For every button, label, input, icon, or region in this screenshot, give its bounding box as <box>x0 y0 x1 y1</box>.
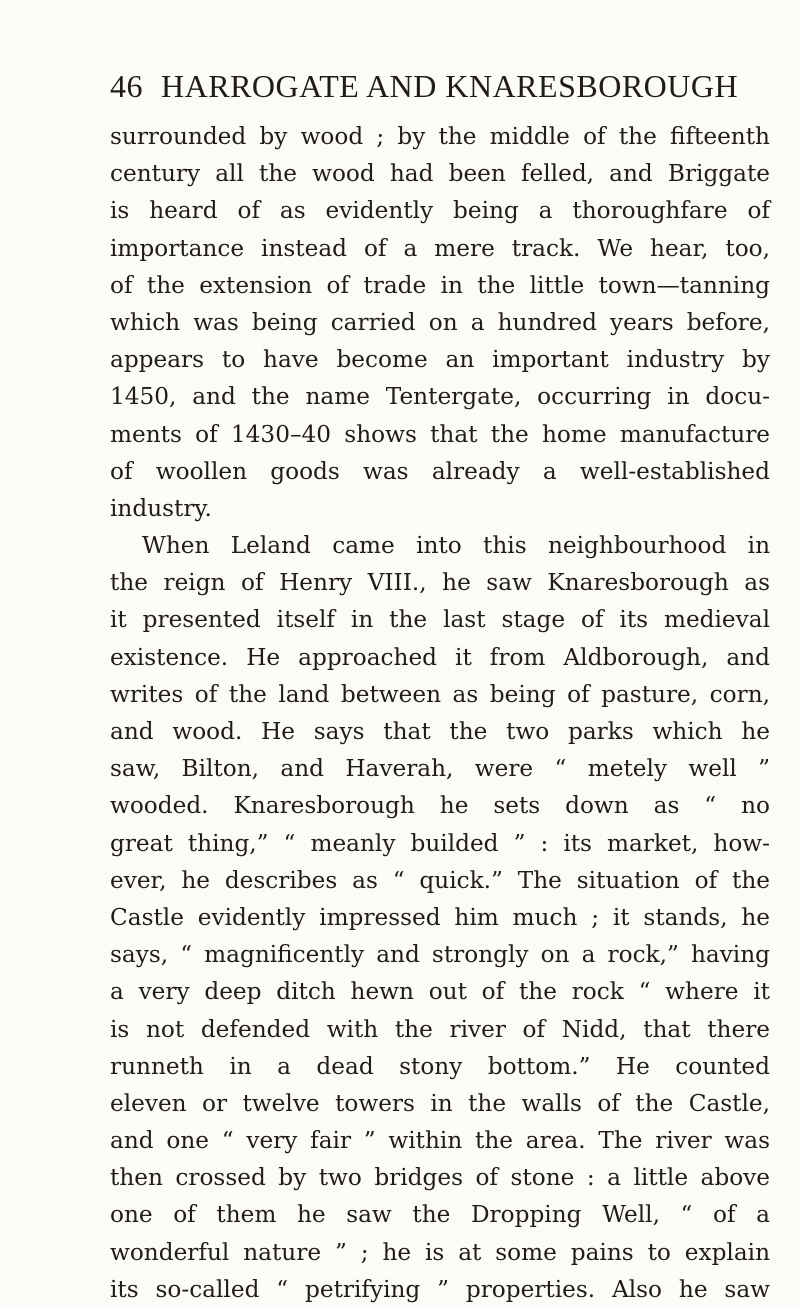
text-line: and one “ very fair ” within the area. The river was <box>110 1127 770 1155</box>
paragraph-end-line: industry. <box>110 494 212 522</box>
text-line: Castle evidently impressed him much ; it stands, he <box>110 903 770 931</box>
body-text <box>110 118 770 1308</box>
page-number: 46 <box>110 68 143 104</box>
text-line: and wood. He says that the two parks which he <box>110 718 770 745</box>
text-line: saw, Bilton, and Haverah, were “ metely well ” <box>110 755 770 783</box>
text-line: ever, he describes as “ quick.” The situation of the <box>110 866 770 894</box>
text-line: is not defended with the river of Nidd, that there <box>110 1015 770 1043</box>
running-title: HARROGATE AND KNARESBOROUGH <box>161 68 739 104</box>
text-line: wooded. Knaresborough he sets down as “ no <box>110 792 770 820</box>
text-line: wonderful nature ” ; he is at some pains to explain <box>110 1238 770 1266</box>
text-line: a very deep ditch hewn out of the rock “ where it <box>110 978 770 1006</box>
text-line: says, “ magnificently and strongly on a rock,” having <box>110 941 770 969</box>
text-line: is heard of as evidently being a thoroughfare of <box>110 197 770 225</box>
text-line: of woollen goods was already a well-established <box>110 457 770 485</box>
text-line: existence. He approached it from Aldborough, and <box>110 643 770 671</box>
text-line: importance instead of a mere track. We hear, too, <box>110 234 770 262</box>
text-line: one of them he saw the Dropping Well, “ of a <box>110 1201 770 1229</box>
text-line: of the extension of trade in the little town—tanning <box>110 271 770 299</box>
text-line: 1450, and the name Tentergate, occurring in docu- <box>110 383 770 411</box>
text-line: century all the wood had been felled, and Briggate <box>110 160 770 188</box>
text-line: which was being carried on a hundred years before, <box>110 308 770 336</box>
text-line: eleven or twelve towers in the walls of the Castle, <box>110 1089 770 1117</box>
text-line: the reign of Henry VIII., he saw Knaresborough as <box>110 569 770 597</box>
text-line: appears to have become an important industry by <box>110 346 770 374</box>
text-line: surrounded by wood ; by the middle of the fifteenth <box>110 123 770 150</box>
text-line: writes of the land between as being of pasture, corn, <box>110 680 770 708</box>
text-line: then crossed by two bridges of stone : a little above <box>110 1164 770 1192</box>
text-line: great thing,” “ meanly builded ” : its market, how- <box>110 829 770 857</box>
running-head <box>110 68 770 112</box>
paragraph-start-line: When Leland came into this neighbourhood in <box>142 532 770 560</box>
text-line: ments of 1430–40 shows that the home manufacture <box>110 420 770 448</box>
text-line: it presented itself in the last stage of its medieval <box>110 606 770 634</box>
text-line: its so-called “ petrifying ” properties. Also he saw <box>110 1275 770 1303</box>
text-line: runneth in a dead stony bottom.” He counted <box>110 1052 770 1080</box>
